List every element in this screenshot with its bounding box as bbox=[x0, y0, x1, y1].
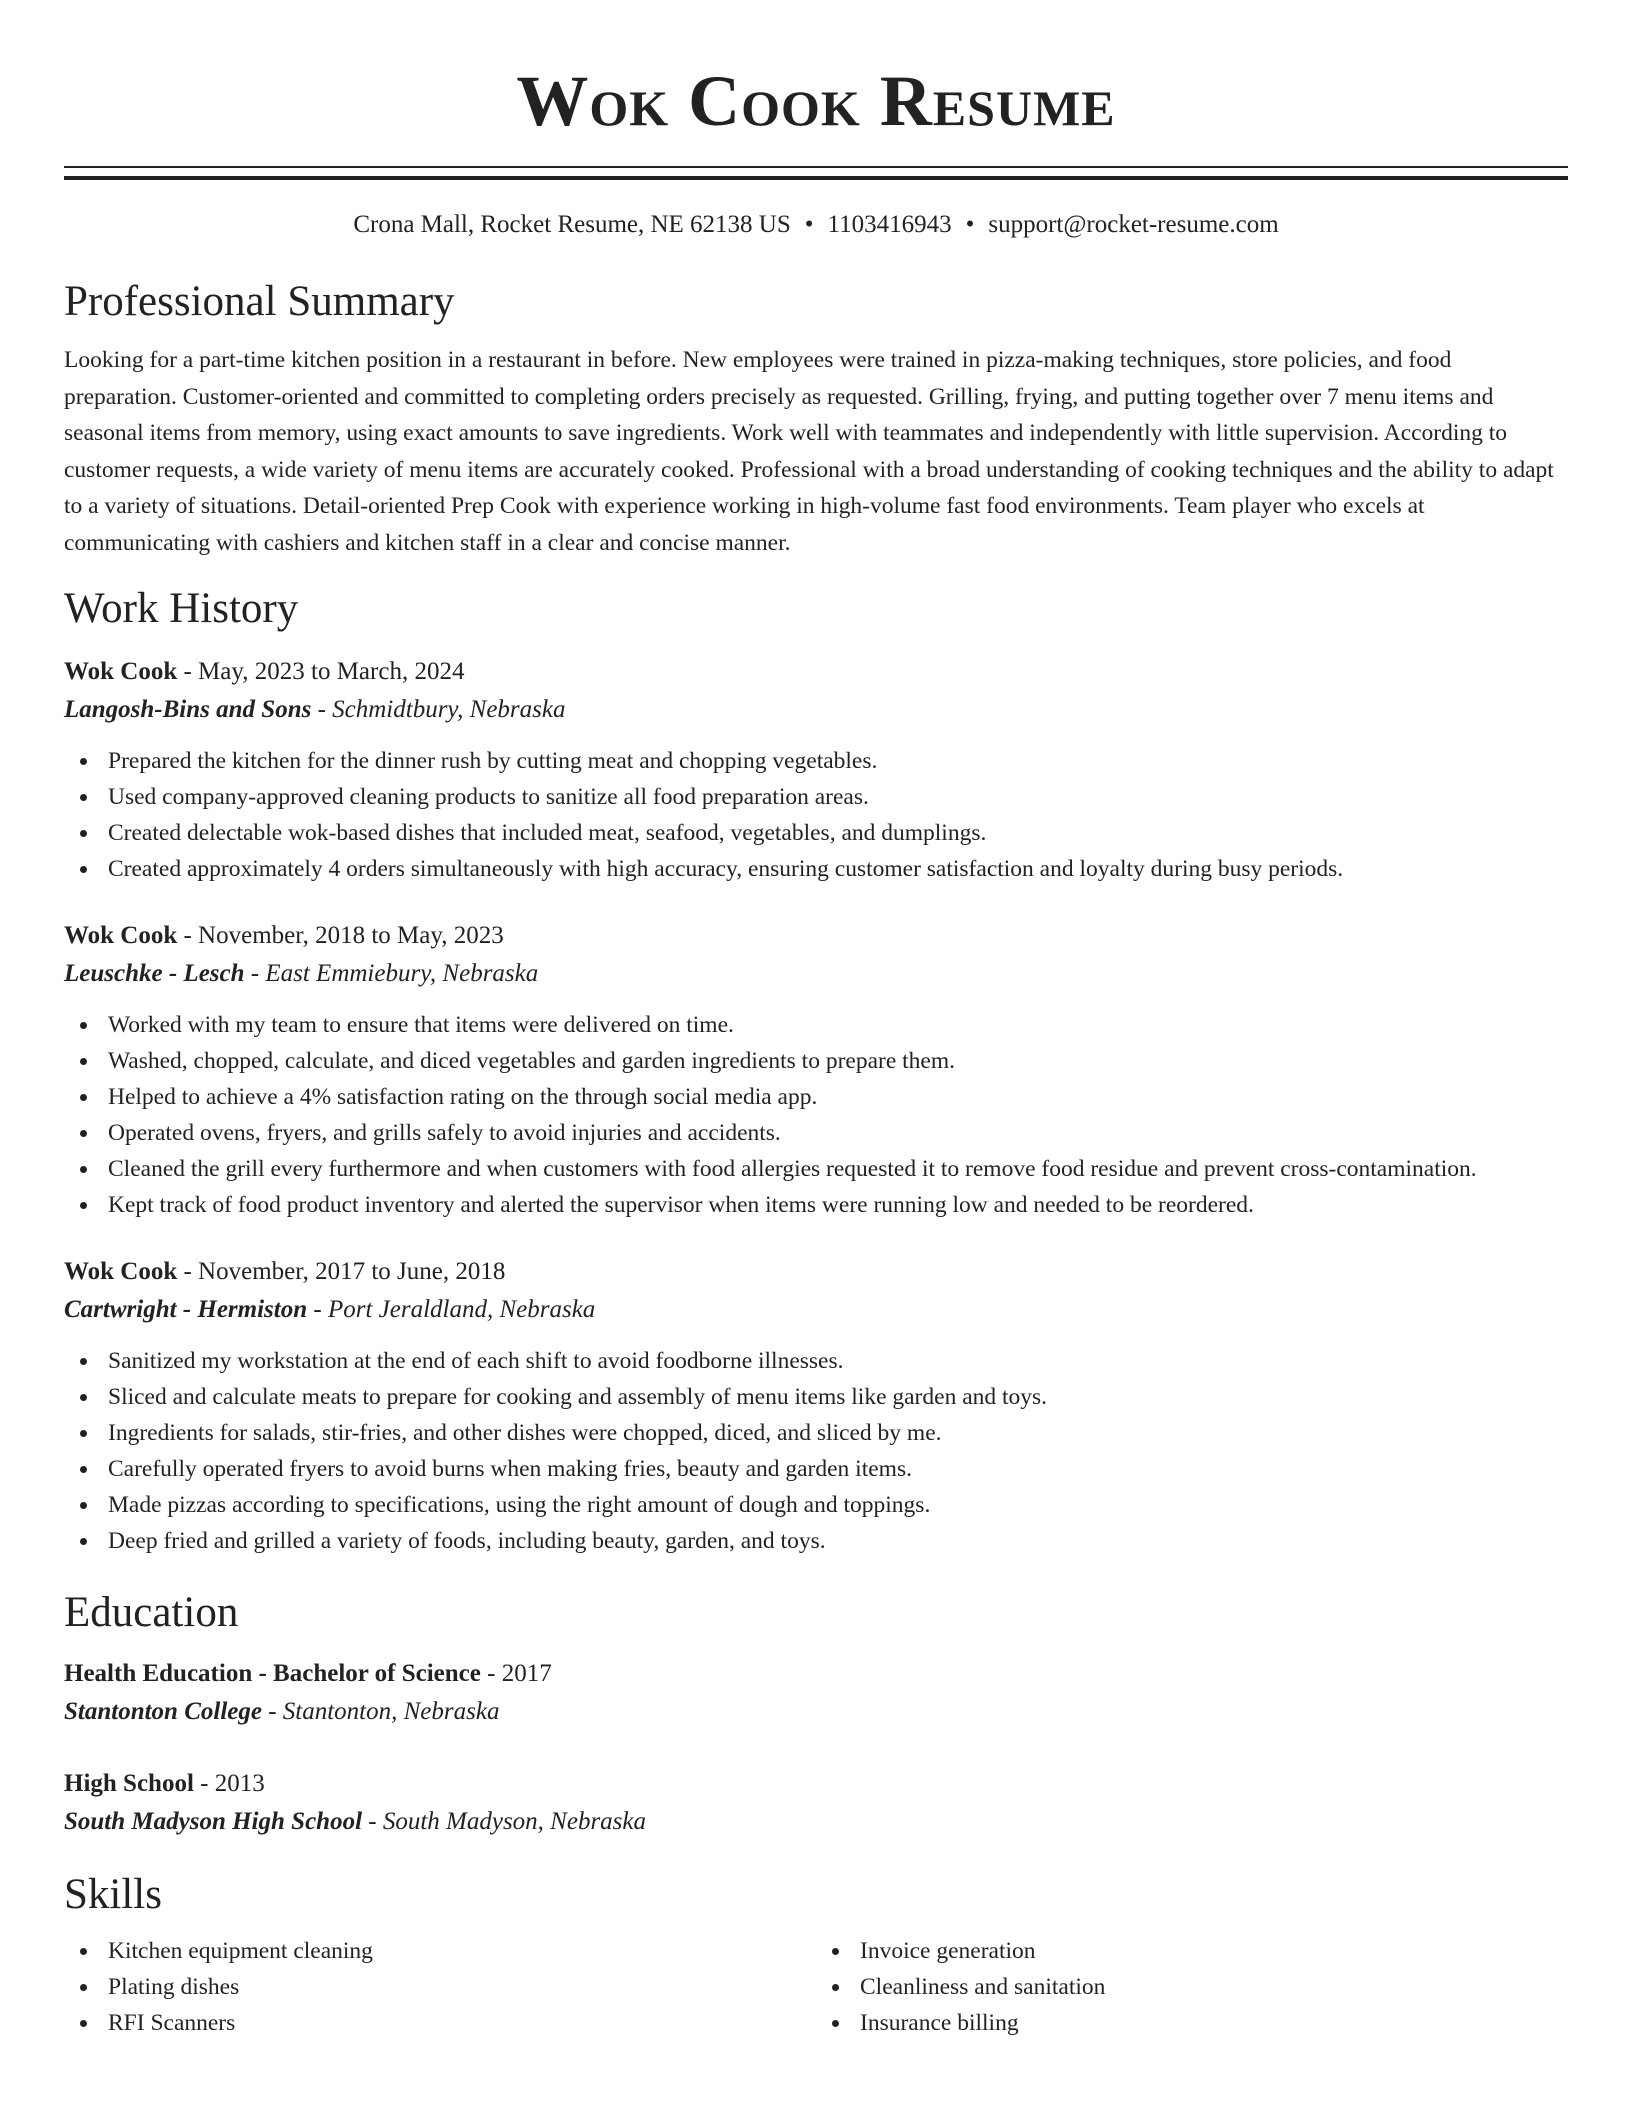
contact-address: Crona Mall, Rocket Resume, NE 62138 US bbox=[353, 211, 791, 238]
job-dates: - May, 2023 to March, 2024 bbox=[177, 658, 465, 685]
job-company: Cartwright - Hermiston bbox=[64, 1296, 308, 1323]
job-title: Wok Cook bbox=[64, 1258, 178, 1285]
education-year: - 2013 bbox=[193, 1770, 265, 1797]
job-title: Wok Cook bbox=[64, 922, 178, 949]
list-item: Created approximately 4 orders simultaneously with high accuracy, ensuring customer satisfaction and loyalty during busy periods. bbox=[108, 851, 1568, 887]
job-entry bbox=[64, 1253, 1568, 1559]
list-item: Sanitized my workstation at the end of each shift to avoid foodborne illnesses. bbox=[108, 1343, 1568, 1379]
job-company-line bbox=[64, 691, 1568, 729]
skill-item: Cleanliness and sanitation bbox=[860, 1969, 1568, 2005]
job-entry bbox=[64, 917, 1568, 1223]
contact-separator: • bbox=[965, 211, 975, 238]
list-item: Worked with my team to ensure that items were delivered on time. bbox=[108, 1007, 1568, 1043]
job-location: - Schmidtbury, Nebraska bbox=[311, 696, 566, 723]
list-item: Used company-approved cleaning products to sanitize all food preparation areas. bbox=[108, 779, 1568, 815]
list-item: Helped to achieve a 4% satisfaction rating on the through social media app. bbox=[108, 1079, 1568, 1115]
job-role-line bbox=[64, 653, 1568, 691]
job-bullets bbox=[64, 1343, 1568, 1559]
contact-separator: • bbox=[804, 211, 814, 238]
job-company-line bbox=[64, 955, 1568, 993]
summary-heading: Professional Summary bbox=[64, 278, 455, 325]
job-title: Wok Cook bbox=[64, 658, 178, 685]
education-school: South Madyson High School bbox=[64, 1808, 363, 1835]
skill-item: Kitchen equipment cleaning bbox=[108, 1933, 816, 1969]
job-company: Leuschke - Lesch bbox=[64, 960, 245, 987]
job-dates: - November, 2018 to May, 2023 bbox=[177, 922, 504, 949]
title-divider bbox=[64, 166, 1568, 180]
job-company-line bbox=[64, 1291, 1568, 1329]
education-degree: High School bbox=[64, 1770, 194, 1797]
job-role-line bbox=[64, 917, 1568, 955]
education-school-line bbox=[64, 1803, 1568, 1841]
education-location: - South Madyson, Nebraska bbox=[362, 1808, 647, 1835]
contact-phone: 1103416943 bbox=[827, 211, 952, 238]
skills-column-left bbox=[64, 1933, 816, 2041]
education-entry bbox=[64, 1765, 1568, 1841]
list-item: Sliced and calculate meats to prepare for cooking and assembly of menu items like garden and toys. bbox=[108, 1379, 1568, 1415]
list-item: Made pizzas according to specifications, using the right amount of dough and toppings. bbox=[108, 1487, 1568, 1523]
job-company: Langosh-Bins and Sons bbox=[64, 696, 312, 723]
contact-line bbox=[64, 208, 1568, 242]
job-location: - East Emmiebury, Nebraska bbox=[244, 960, 539, 987]
list-item: Operated ovens, fryers, and grills safely to avoid injuries and accidents. bbox=[108, 1115, 1568, 1151]
summary-text: Looking for a part-time kitchen position in a restaurant in before. New employees were trained in pizza-making techniques, store policies, and food preparation. Customer-oriented and committed to completing orders precisely as requested. Grilling, frying, and putting together over 7 menu items and seasonal items from memory, using exact amounts to save ingredients. Work well with teammates and independently with little supervision. According to customer requests, a wide variety of menu items are accurately cooked. Professional with a broad understanding of cooking techniques and the ability to adapt to a variety of situations. Detail-oriented Prep Cook with experience working in high-volume fast food environments. Team player who excels at communicating with cashiers and kitchen staff in a clear and concise manner. bbox=[64, 347, 1554, 556]
skill-item: Plating dishes bbox=[108, 1969, 816, 2005]
job-bullets bbox=[64, 1007, 1568, 1223]
education-entry bbox=[64, 1655, 1568, 1731]
list-item: Prepared the kitchen for the dinner rush by cutting meat and chopping vegetables. bbox=[108, 743, 1568, 779]
education-school-line bbox=[64, 1693, 1568, 1731]
job-location: - Port Jeraldland, Nebraska bbox=[307, 1296, 596, 1323]
education-degree-line bbox=[64, 1655, 1568, 1693]
list-item: Ingredients for salads, stir-fries, and other dishes were chopped, diced, and sliced by me. bbox=[108, 1415, 1568, 1451]
list-item: Created delectable wok-based dishes that included meat, seafood, vegetables, and dumplings. bbox=[108, 815, 1568, 851]
education-degree: Health Education - Bachelor of Science bbox=[64, 1660, 481, 1687]
job-entry bbox=[64, 653, 1568, 887]
education-location: - Stantonton, Nebraska bbox=[261, 1698, 500, 1725]
education-degree-line bbox=[64, 1765, 1568, 1803]
education-year: - 2017 bbox=[480, 1660, 552, 1687]
list-item: Cleaned the grill every furthermore and when customers with food allergies requested it to remove food residue and prevent cross-contamination. bbox=[108, 1151, 1568, 1187]
job-bullets bbox=[64, 743, 1568, 887]
skill-item: Insurance billing bbox=[860, 2005, 1568, 2041]
contact-email: support@rocket-resume.com bbox=[988, 211, 1279, 238]
job-role-line bbox=[64, 1253, 1568, 1291]
education-heading: Education bbox=[64, 1589, 239, 1636]
list-item: Washed, chopped, calculate, and diced vegetables and garden ingredients to prepare them. bbox=[108, 1043, 1568, 1079]
skills-heading: Skills bbox=[64, 1871, 162, 1918]
skills-grid bbox=[64, 1933, 1568, 2041]
list-item: Deep fried and grilled a variety of foods, including beauty, garden, and toys. bbox=[108, 1523, 1568, 1559]
list-item: Carefully operated fryers to avoid burns when making fries, beauty and garden items. bbox=[108, 1451, 1568, 1487]
work-history-heading: Work History bbox=[64, 585, 299, 632]
list-item: Kept track of food product inventory and alerted the supervisor when items were running low and needed to be reordered. bbox=[108, 1187, 1568, 1223]
education-school: Stantonton College bbox=[64, 1698, 262, 1725]
job-dates: - November, 2017 to June, 2018 bbox=[177, 1258, 506, 1285]
resume-title: Wok Cook Resume bbox=[516, 61, 1116, 141]
skills-column-right bbox=[816, 1933, 1568, 2041]
skill-item: RFI Scanners bbox=[108, 2005, 816, 2041]
skill-item: Invoice generation bbox=[860, 1933, 1568, 1969]
